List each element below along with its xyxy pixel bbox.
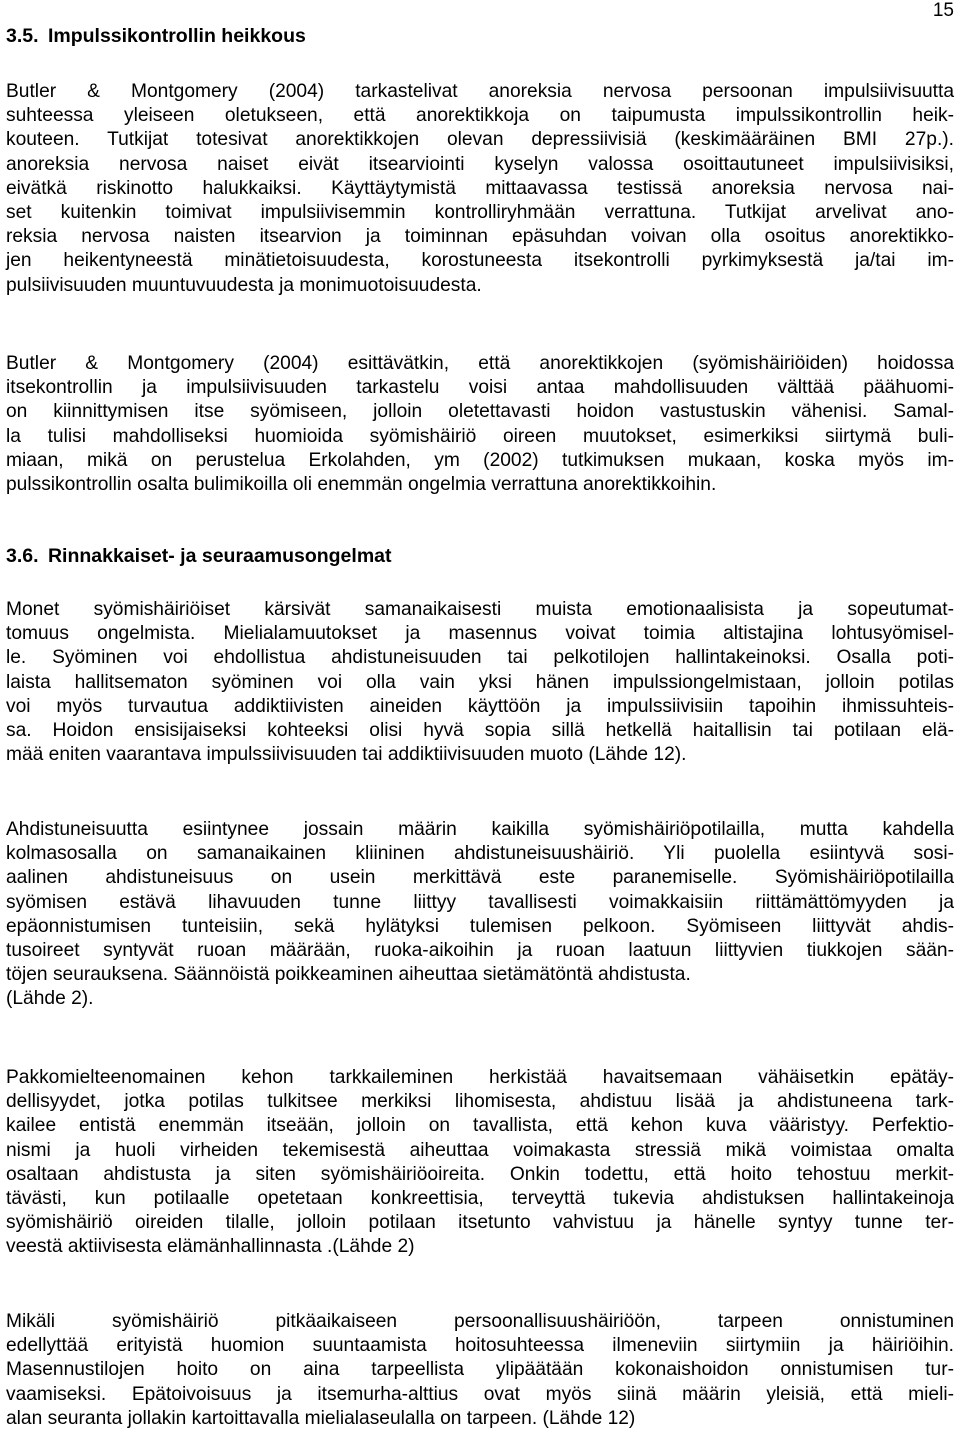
text-line: Mikäli syömishäiriö pitkäaikaiseen persoonallisuushäiriöön, tarpeen onnistuminen <box>6 1311 954 1332</box>
text-line: tomuus ongelmista. Mielialamuutokset ja masennus voivat toimia altistajina lohtusyömisel- <box>6 623 954 645</box>
text-line: syömisen estävä lihavuuden tunne liittyy tavallisesti voimakkaisiin riittämättömyyden ja <box>6 891 954 913</box>
text-line: syömishäiriö oireiden tilalle, jolloin potilaan itsetunto vahvistuu ja hänelle syntyy tunne ter- <box>6 1212 954 1234</box>
paragraph <box>6 1066 954 1260</box>
text-line: laista hallitsematon syöminen voi olla vain yksi hänen impulssiongelmistaan, jolloin potilas <box>6 671 954 693</box>
page-number: 15 <box>932 0 954 21</box>
text-line: Butler & Montgomery (2004) tarkastelivat anoreksia nervosa persoonan impulsiivisuutta <box>6 81 954 102</box>
text-line: edellyttää erityistä huomion suuntaamista hoitosuhteessa ilmeneviin siirtymiin ja häiriöihin. <box>6 1335 954 1357</box>
section-title: Rinnakkaiset- ja seuraamusongelmat <box>47 545 392 567</box>
paragraph <box>6 598 954 767</box>
text-line: nismi ja huoli virheiden tekemisestä aiheuttaa voimakasta stressiä mikä voimistaa omalta <box>6 1139 954 1161</box>
section-number: 3.6. <box>6 545 39 567</box>
text-line: tusoireet syntyvät ruoan määrään, ruoka-aikoihin ja ruoan laatuun liittyvien tiukkojen sään- <box>6 939 954 961</box>
text-line: on kiinnittymisen itse syömiseen, jolloin oletettavasti hoidon vastustuskin vähenisi. Samal- <box>6 401 954 423</box>
section-heading-3-5 <box>6 24 306 48</box>
text-line: anoreksia nervosa naiset eivät itsearviointi kyselyn valossa osoittautuneet impulsiivisiksi, <box>6 153 954 175</box>
section-heading-3-6 <box>6 544 392 568</box>
text-line: set kuitenkin toimivat impulsiivisemmin kontrolliryhmään verrattuna. Tutkijat arvelivat ano- <box>6 201 954 223</box>
text-line: pulsiivisuuden muuntuvuudesta ja monimuotoisuudesta. <box>6 274 482 296</box>
text-line: aalinen ahdistuneisuus on usein merkittävä este paranemiselle. Syömishäiriöpotilailla <box>6 867 954 889</box>
text-line: reksia nervosa naisten itsearvion ja toiminnan epäsuhdan voivan olla osoitus anorektikko- <box>6 226 954 248</box>
text-line: la tulisi mahdolliseksi huomioida syömishäiriö oireen muutokset, esimerkiksi siirtymä buli- <box>6 425 954 447</box>
text-line: miaan, mikä on perustelua Erkolahden, ym (2002) tutkimuksen mukaan, koska myös im- <box>6 449 954 471</box>
text-line: itsekontrollin ja impulsiivisuuden tarkastelu voisi antaa mahdollisuuden välttää päähuomi- <box>6 377 954 399</box>
text-line: kouteen. Tutkijat totesivat anorektikkojen olevan depressiivisiä (keskimääräinen BMI 27p.). <box>6 129 954 151</box>
paragraph <box>6 352 954 497</box>
text-line: mää eniten vaarantava impulssiivisuuden tai addiktiivisuuden muoto (Lähde 12). <box>6 744 687 766</box>
text-line: Pakkomielteenomainen kehon tarkkaileminen herkistää havaitsemaan vähäisetkin epätäy- <box>6 1067 954 1088</box>
text-line: Butler & Montgomery (2004) esittävätkin, että anorektikkojen (syömishäiriöiden) hoidossa <box>6 353 954 374</box>
text-line: vaamiseksi. Epätoivoisuus ja itsemurha-alttius ovat myös siinä määrin yleisiä, että mieli- <box>6 1383 954 1405</box>
text-line: Ahdistuneisuutta esiintynee jossain määrin kaikilla syömishäiriöpotilailla, mutta kahdella <box>6 819 954 840</box>
text-line: jen heikentyneestä minätietoisuudesta, korostuneesta itsekontrolli pyrkimyksestä ja/tai im- <box>6 250 954 272</box>
paragraph <box>6 1310 954 1431</box>
text-line: tävästi, kun potilaalle opetetaan konkreettisia, terveyttä tukevia ahdistuksen hallintakeinoja <box>6 1187 954 1209</box>
section-title: Impulssikontrollin heikkous <box>47 25 306 47</box>
text-line: Masennustilojen hoito on aina tarpeellista ylipäätään kokonaishoidon onnistumisen tur- <box>6 1359 954 1381</box>
paragraph <box>6 80 954 298</box>
section-number: 3.5. <box>6 25 39 47</box>
text-line: kolmasosalla on samanaikainen kliininen ahdistuneisuushäiriö. Yli puolella esiintyvä sosi- <box>6 843 954 865</box>
text-line: pulssikontrollin osalta bulimikoilla oli enemmän ongelmia verrattuna anorektikkoihin. <box>6 473 717 495</box>
text-line: epäonnistumisen tunteisiin, sekä hylätyksi tulemisen pelkoon. Syömiseen liittyvät ahdis- <box>6 915 954 937</box>
text-line: sa. Hoidon ensisijaiseksi kohteeksi olisi hyvä sopia sillä hetkellä haitallisin tai potilaan elä- <box>6 719 954 741</box>
text-line: Monet syömishäiriöiset kärsivät samanaikaisesti muista emotionaalisista ja sopeutumat- <box>6 599 954 620</box>
text-line: suhteessa yleiseen oletukseen, että anorektikkoja on taipumusta impulssikontrollin heik- <box>6 105 954 127</box>
text-line: eivätkä riskinotto halukkaiksi. Käyttäytymistä mittaavassa testissä anoreksia nervosa nai- <box>6 177 954 199</box>
text-line: kailee entistä enemmän itseään, jolloin on tavallista, että kehon kuva vääristyy. Perfektio- <box>6 1115 954 1137</box>
paragraph <box>6 818 954 1012</box>
text-line: veestä aktiivisesta elämänhallinnasta .(Lähde 2) <box>6 1236 415 1258</box>
text-line: töjen seurauksena. Säännöistä poikkeaminen aiheuttaa sietämätöntä ahdistusta. <box>6 964 691 986</box>
text-line: alan seuranta jollakin kartoittavalla mielialaseulalla on tarpeen. (Lähde 12) <box>6 1407 636 1429</box>
text-line: osaltaan ahdistusta ja siten syömishäiriöoireita. Onkin todettu, että hoito tehostuu merkit- <box>6 1163 954 1185</box>
text-line: dellisyydet, jotka potilas tulkitsee merkiksi lihomisesta, ahdistuu lisää ja ahdistuneena tark- <box>6 1091 954 1113</box>
text-line: le. Syöminen voi ehdollistua ahdistuneisuuden tai pelkotilojen hallintakeinoksi. Osalla poti- <box>6 647 954 669</box>
text-line: (Lähde 2). <box>6 988 94 1010</box>
text-line: voi myös turvautua addiktiivisten aineiden käyttöön ja impulssiivisiin tapoihin ihmissuhteis- <box>6 695 954 717</box>
